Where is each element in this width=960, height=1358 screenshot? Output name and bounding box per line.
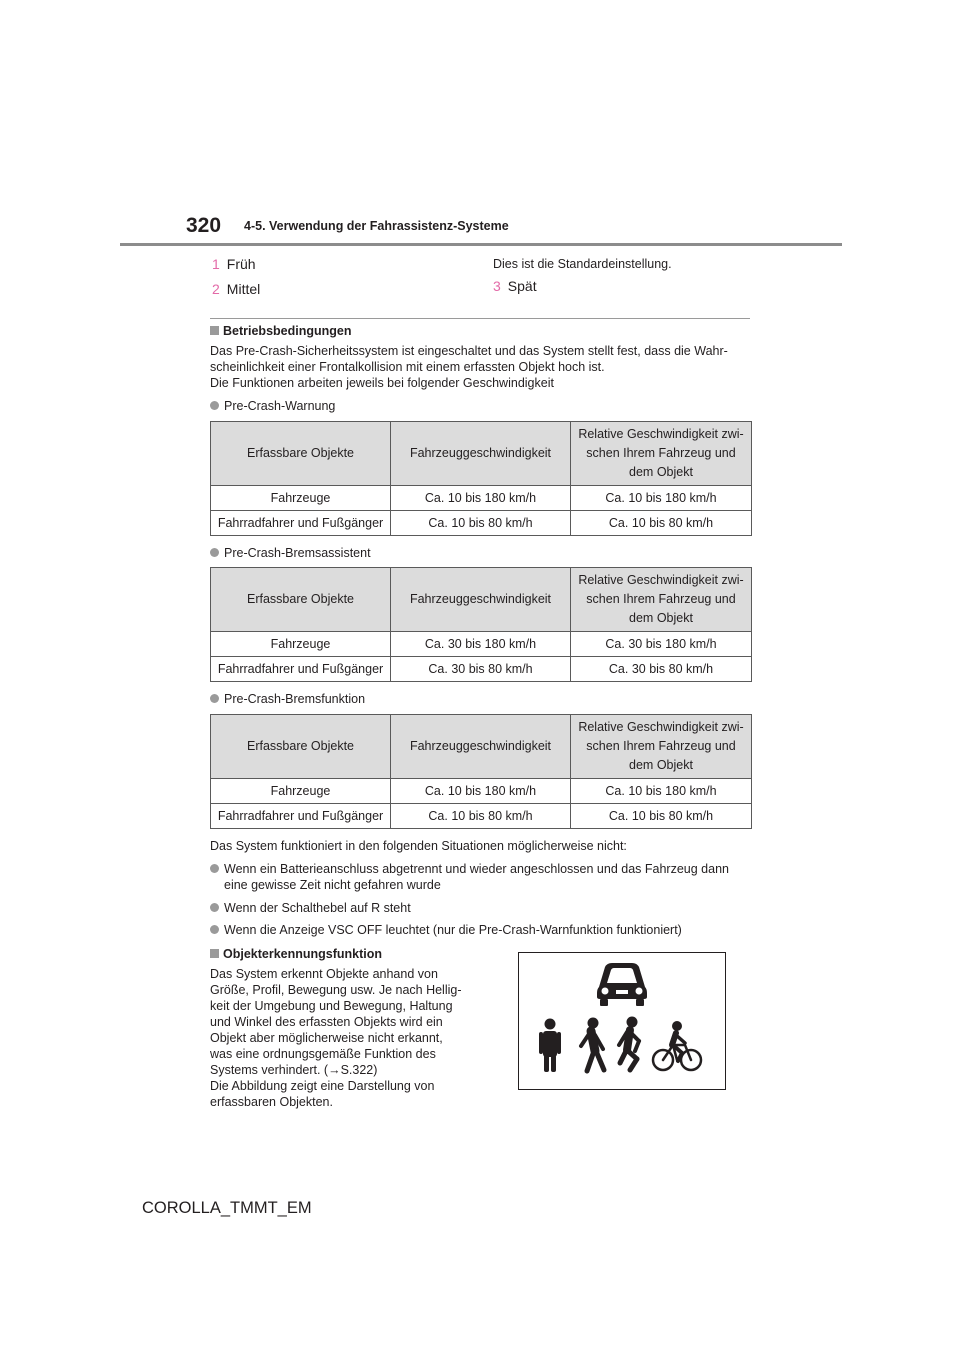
text-line: Das System erkennt Objekte anhand von: [210, 967, 438, 981]
separator-rule: [210, 318, 750, 319]
table-cell: Ca. 10 bis 80 km/h: [391, 804, 571, 829]
table-row: [211, 511, 752, 536]
header-cell: Relative Geschwindigkeit zwi- schen Ihrem Fahrzeug und dem Objekt: [571, 715, 752, 779]
table-pre-crash-brake-assist: [210, 567, 752, 682]
table-header-row: [211, 568, 752, 632]
table-header-row: [211, 422, 752, 486]
bullet-text: Wenn die Anzeige VSC OFF leuchtet (nur die Pre-Crash-Warnfunktion funktioniert): [224, 923, 682, 937]
bullet-text: Wenn ein Batterieanschluss abgetrennt und wieder angeschlossen und das Fahrzeug dann: [224, 862, 729, 876]
object-recognition-heading: [210, 947, 382, 961]
table-row: [211, 779, 752, 804]
header-rule: [120, 243, 842, 246]
header-cell: Relative Geschwindigkeit zwi- schen Ihrem Fahrzeug und dem Objekt: [571, 568, 752, 632]
header-cell: Erfassbare Objekte: [211, 715, 391, 779]
option-2: [212, 281, 260, 297]
bullet-text: Pre-Crash-Warnung: [224, 399, 336, 413]
header-cell: Fahrzeuggeschwindigkeit: [391, 715, 571, 779]
text-line: was eine ordnungsgemäße Funktion des: [210, 1047, 436, 1061]
table-row: [211, 657, 752, 682]
round-bullet-icon: [210, 925, 219, 934]
page-number: 320: [186, 214, 222, 237]
round-bullet-icon: [210, 401, 219, 410]
round-bullet-icon: [210, 548, 219, 557]
table-row: [211, 804, 752, 829]
heading-text: Objekterkennungsfunktion: [223, 947, 383, 961]
table-header-row: [211, 715, 752, 779]
text-line: Das Pre-Crash-Sicherheitssystem ist eingeschaltet und das System stellt fest, dass die Wahr-: [210, 344, 728, 358]
text-line: erfassbaren Objekten.: [210, 1095, 333, 1109]
table-cell: Fahrradfahrer und Fußgänger: [211, 657, 391, 682]
table-cell: Ca. 30 bis 180 km/h: [391, 632, 571, 657]
not-working-item: [210, 900, 411, 916]
header-cell: Erfassbare Objekte: [211, 568, 391, 632]
detectable-objects-illustration: [519, 953, 725, 1089]
table-cell: Ca. 30 bis 180 km/h: [571, 632, 752, 657]
operating-conditions-heading: [210, 324, 351, 338]
not-working-item: [210, 861, 764, 893]
table-cell: Ca. 10 bis 180 km/h: [391, 779, 571, 804]
table-cell: Ca. 10 bis 80 km/h: [571, 804, 752, 829]
header-cell: Fahrzeuggeschwindigkeit: [391, 422, 571, 486]
table-cell: Fahrzeuge: [211, 486, 391, 511]
bullet-text: Wenn der Schalthebel auf R steht: [224, 901, 411, 915]
round-bullet-icon: [210, 903, 219, 912]
text-line: und Winkel des erfassten Objekts wird ein: [210, 1015, 443, 1029]
text-line: Die Funktionen arbeiten jeweils bei folgender Geschwindigkeit: [210, 376, 554, 390]
table-title-pre-crash-brake-assist: [210, 545, 371, 561]
text-line: Objekt aber möglicherweise nicht erkannt,: [210, 1031, 443, 1045]
table-title-pre-crash-brake-function: [210, 691, 365, 707]
table-pre-crash-brake-function: [210, 714, 752, 829]
table-cell: Fahrzeuge: [211, 779, 391, 804]
header-cell: Erfassbare Objekte: [211, 422, 391, 486]
option-label: Früh: [226, 256, 256, 272]
section-title: 4-5. Verwendung der Fahrassistenz-Systeme: [244, 219, 509, 233]
cyclist-icon: [653, 1021, 701, 1070]
table-pre-crash-warning: [210, 421, 752, 536]
car-icon: [597, 963, 647, 1006]
option-3: [493, 278, 537, 294]
table-cell: Ca. 30 bis 80 km/h: [571, 657, 752, 682]
table-cell: Ca. 10 bis 80 km/h: [391, 511, 571, 536]
option-label: Mittel: [226, 281, 261, 297]
option-number: 2: [212, 281, 220, 297]
walking-pedestrian-icon: [581, 1018, 604, 1072]
text-line: keit der Umgebung und Bewegung, Haltung: [210, 999, 453, 1013]
table-cell: Ca. 10 bis 80 km/h: [571, 511, 752, 536]
table-row: [211, 632, 752, 657]
running-pedestrian-icon: [619, 1017, 639, 1071]
table-cell: Ca. 30 bis 80 km/h: [391, 657, 571, 682]
text-line: Größe, Profil, Bewegung usw. Je nach Hellig-: [210, 983, 462, 997]
table-cell: Ca. 10 bis 180 km/h: [571, 486, 752, 511]
default-setting-note: Dies ist die Standardeinstellung.: [493, 257, 672, 271]
header-cell: Relative Geschwindigkeit zwi- schen Ihrem Fahrzeug und dem Objekt: [571, 422, 752, 486]
table-cell: Fahrradfahrer und Fußgänger: [211, 511, 391, 536]
text-line: Systems verhindert. (→S.322): [210, 1063, 378, 1077]
text-line: scheinlichkeit einer Frontalkollision mit einem erfassten Objekt hoch ist.: [210, 360, 605, 374]
standing-pedestrian-icon: [539, 1019, 561, 1073]
table-cell: Fahrzeuge: [211, 632, 391, 657]
not-working-item: [210, 922, 682, 938]
option-number: 1: [212, 256, 220, 272]
detectable-objects-figure: [518, 952, 726, 1090]
table-cell: Fahrradfahrer und Fußgänger: [211, 804, 391, 829]
not-working-intro: Das System funktioniert in den folgenden Situationen möglicherweise nicht:: [210, 839, 627, 853]
bullet-text: Pre-Crash-Bremsfunktion: [224, 692, 366, 706]
text-line: Die Abbildung zeigt eine Darstellung von: [210, 1079, 435, 1093]
table-cell: Ca. 10 bis 180 km/h: [391, 486, 571, 511]
table-title-pre-crash-warning: [210, 398, 335, 414]
heading-text: Betriebsbedingungen: [223, 324, 352, 338]
footer-model-code: COROLLA_TMMT_EM: [142, 1199, 312, 1217]
header-cell: Fahrzeuggeschwindigkeit: [391, 568, 571, 632]
round-bullet-icon: [210, 864, 219, 873]
option-1: [212, 256, 256, 272]
option-number: 3: [493, 278, 501, 294]
bullet-text: Pre-Crash-Bremsassistent: [224, 546, 371, 560]
round-bullet-icon: [210, 694, 219, 703]
option-label: Spät: [507, 278, 537, 294]
square-bullet-icon: [210, 326, 219, 335]
operating-conditions-text: [210, 343, 755, 391]
table-row: [211, 486, 752, 511]
bullet-text: eine gewisse Zeit nicht gefahren wurde: [224, 878, 441, 892]
table-cell: Ca. 10 bis 180 km/h: [571, 779, 752, 804]
square-bullet-icon: [210, 949, 219, 958]
object-recognition-text: [210, 966, 500, 1110]
